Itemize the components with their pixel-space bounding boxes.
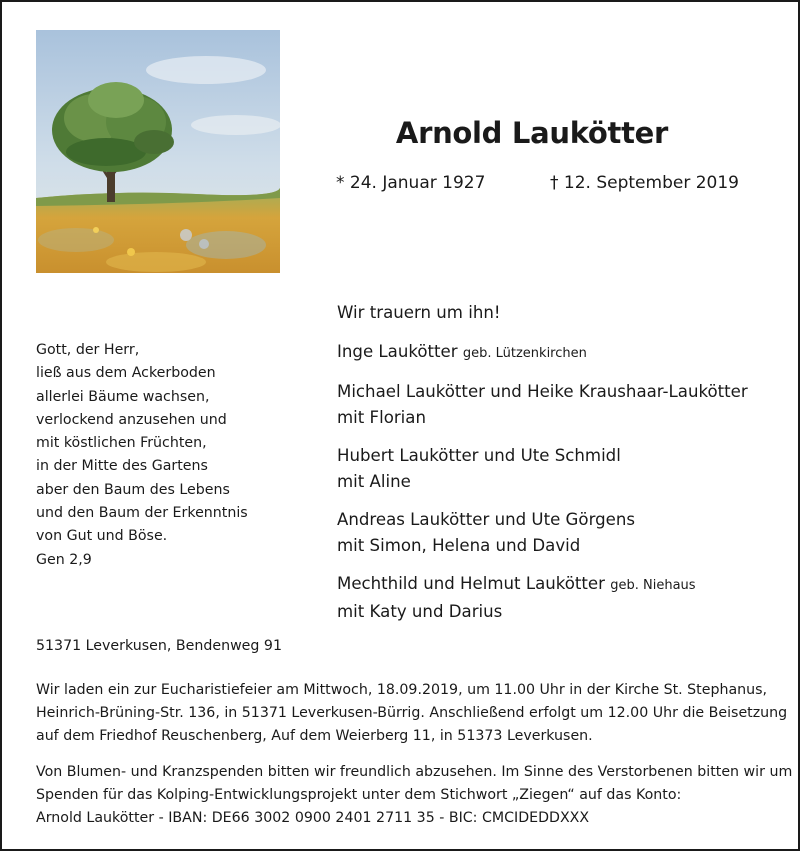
mourner-children: mit Aline <box>337 471 411 491</box>
mourner-children: mit Simon, Helena und David <box>337 535 581 555</box>
verse-line: und den Baum der Erkenntnis <box>36 505 248 522</box>
maiden-name-note: geb. Lützenkirchen <box>462 345 587 361</box>
birth-date: * 24. Januar 1927 <box>336 173 486 193</box>
mourner-line: Andreas Laukötter und Ute Görgens <box>337 510 635 529</box>
maiden-name-note: geb. Niehaus <box>610 578 696 593</box>
mourner-entry <box>337 379 777 430</box>
mourner-children: mit Florian <box>337 407 426 427</box>
mourner-line: Hubert Laukötter und Ute Schmidl <box>337 446 621 465</box>
mourner-entry <box>337 443 777 494</box>
donation-request <box>36 761 793 830</box>
funeral-service-info <box>36 679 788 748</box>
mourner-line <box>337 571 777 599</box>
mourner-line <box>337 339 777 367</box>
family-address: 51371 Leverkusen, Bendenweg 91 <box>36 638 282 654</box>
mourner-name: Inge Laukötter <box>337 341 458 361</box>
verse-line: Gott, der Herr, <box>36 342 140 358</box>
bible-verse <box>36 339 248 572</box>
verse-line: mit köstlichen Früchten, <box>36 435 207 452</box>
mourner-children: mit Katy und Darius <box>337 601 503 621</box>
service-line: Wir laden ein zur Eucharistiefeier am Mittwoch, 18.09.2019, um 11.00 Uhr in der Kirche St. Stephanus, <box>36 682 768 698</box>
verse-line: allerlei Bäume wachsen, <box>36 388 210 405</box>
donation-line: Spenden für das Kolping-Entwicklungsprojekt unter dem Stichwort „Ziegen“ auf das Konto: <box>36 787 682 803</box>
death-date: † 12. September 2019 <box>550 173 739 193</box>
mourner-line: Michael Laukötter und Heike Kraushaar-Laukötter <box>337 382 748 401</box>
service-line: Heinrich-Brüning-Str. 136, in 51371 Leverkusen-Bürrig. Anschließend erfolgt um 12.00 Uhr die Beisetzung <box>36 705 788 721</box>
deceased-name: Arnold Laukötter <box>395 116 669 150</box>
verse-line: ließ aus dem Ackerboden <box>36 365 216 382</box>
donation-line: Von Blumen- und Kranzspenden bitten wir freundlich abzusehen. Im Sinne des Verstorbenen bitten wir um <box>36 764 793 780</box>
mourner-name: Mechthild und Helmut Laukötter <box>337 574 605 593</box>
verse-line: von Gut und Böse. <box>36 528 168 545</box>
tree-meadow-painting <box>36 30 280 273</box>
verse-line: verlockend anzusehen und <box>36 411 227 428</box>
mourners-list <box>337 300 777 637</box>
service-line: auf dem Friedhof Reuschenberg, Auf dem Weierberg 11, in 51373 Leverkusen. <box>36 728 593 744</box>
verse-reference: Gen 2,9 <box>36 551 92 568</box>
mourner-entry <box>337 571 777 624</box>
mourning-lead: Wir trauern um ihn! <box>337 303 501 322</box>
mourner-entry <box>337 339 777 367</box>
bank-details: Arnold Laukötter - IBAN: DE66 3002 0900 2401 2711 35 - BIC: CMCIDEDDXXX <box>36 810 590 826</box>
mourner-entry <box>337 507 777 558</box>
verse-line: in der Mitte des Gartens <box>36 458 208 475</box>
verse-line: aber den Baum des Lebens <box>36 481 230 498</box>
